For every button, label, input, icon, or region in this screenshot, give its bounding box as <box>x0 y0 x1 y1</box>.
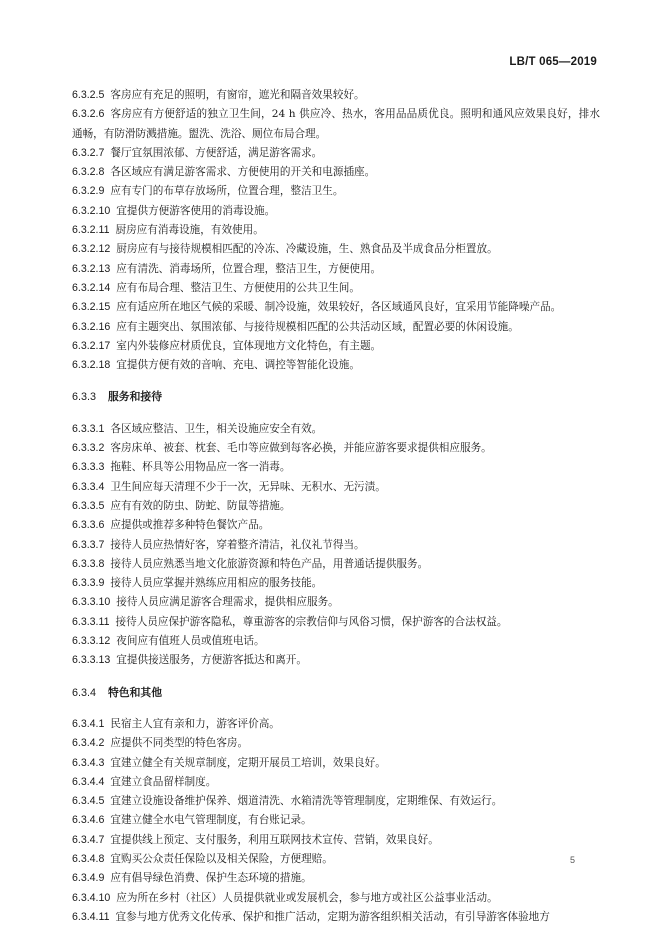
clause-number: 6.3.2.14 <box>72 281 111 294</box>
clause-text: 宜建立食品留样制度。 <box>110 775 217 788</box>
clause-text: 餐厅宜氛围浓郁、方便舒适，满足游客需求。 <box>110 146 323 159</box>
clause-number: 6.3.3.10 <box>72 596 111 609</box>
clause-number: 6.3.2.8 <box>72 166 105 179</box>
section-title: 特色和其他 <box>108 686 162 699</box>
clause-item <box>72 221 600 240</box>
clause-number: 6.3.4.8 <box>72 852 105 865</box>
clause-item <box>72 850 600 869</box>
clause-text: 宜提供接送服务，方便游客抵达和离开。 <box>116 654 307 667</box>
clause-item <box>72 279 600 298</box>
clause-text: 夜间应有值班人员或值班电话。 <box>116 635 265 648</box>
clause-number: 6.3.4.1 <box>72 717 105 730</box>
clause-item <box>72 182 600 201</box>
clause-text: 宜提供方便游客使用的消毒设施。 <box>116 204 276 217</box>
clause-item <box>72 458 600 477</box>
clause-text: 应有倡导绿色消费、保护生态环境的措施。 <box>110 872 312 885</box>
clause-number: 6.3.3.11 <box>72 615 110 628</box>
clause-text: 室内外装修应材质优良，宜体现地方文化特色，有主题。 <box>116 339 382 352</box>
clause-item <box>72 651 600 670</box>
clause-number: 6.3.4.6 <box>72 814 105 827</box>
clause-text: 应有布局合理、整洁卫生、方便使用的公共卫生间。 <box>116 281 360 294</box>
clause-number: 6.3.3.5 <box>72 499 105 512</box>
section-heading <box>72 387 600 407</box>
clause-item <box>72 105 600 144</box>
clause-number: 6.3.4.5 <box>72 795 105 808</box>
clause-text: 接待人员应掌握并熟练应用相应的服务技能。 <box>110 577 323 590</box>
clause-number: 6.3.4.4 <box>72 775 105 788</box>
clause-item <box>72 831 600 850</box>
clause-number: 6.3.2.17 <box>72 339 111 352</box>
clause-number: 6.3.3.1 <box>72 422 105 435</box>
clause-item <box>72 240 600 259</box>
page-number: 5 <box>569 855 575 865</box>
clause-number: 6.3.4.7 <box>72 833 105 846</box>
clause-item <box>72 356 600 375</box>
clause-text: 应为所在乡村（社区）人员提供就业或发展机会，参与地方或社区公益事业活动。 <box>116 891 498 904</box>
clause-number: 6.3.4.3 <box>72 756 105 769</box>
clause-number: 6.3.3.8 <box>72 557 105 570</box>
clause-number: 6.3.2.6 <box>72 108 105 121</box>
clause-text: 拖鞋、杯具等公用物品应一客一消毒。 <box>110 461 291 474</box>
section-title: 服务和接待 <box>108 391 162 404</box>
clause-item <box>72 908 600 927</box>
clause-item <box>72 613 600 632</box>
clause-text: 宜购买公众责任保险以及相关保险，方便理赔。 <box>110 852 333 865</box>
clause-item <box>72 202 600 221</box>
clause-number: 6.3.2.16 <box>72 320 111 333</box>
clause-number: 6.3.3.13 <box>72 654 111 667</box>
standard-code: LB/T 065—2019 <box>509 56 597 68</box>
clause-text: 客房应有充足的照明，有窗帘，遮光和隔音效果较好。 <box>110 89 365 101</box>
clause-text: 应提供或推荐多种特色餐饮产品。 <box>110 519 270 532</box>
clause-item <box>72 811 600 830</box>
clause-text: 接待人员应保护游客隐私，尊重游客的宗教信仰与风俗习惯，保护游客的合法权益。 <box>115 615 508 628</box>
clause-number: 6.3.2.15 <box>72 301 111 314</box>
clause-number: 6.3.2.11 <box>72 224 110 237</box>
clause-text: 接待人员应热情好客，穿着整齐清洁，礼仪礼节得当。 <box>110 538 365 551</box>
clause-text: 厨房应有与接待规模相匹配的冷冻、冷藏设施，生、熟食品及半成食品分柜置放。 <box>116 243 498 256</box>
clause-item <box>72 298 600 317</box>
clause-item <box>72 792 600 811</box>
clause-number: 6.3.4.11 <box>72 910 110 923</box>
clause-number: 6.3.4.9 <box>72 872 105 885</box>
clause-item <box>72 497 600 516</box>
clause-text: 应有适应所在地区气候的采暖、制冷设施，效果较好，各区域通风良好，宜采用节能降噪产品。 <box>116 301 562 314</box>
clause-number: 6.3.3.9 <box>72 577 105 590</box>
clause-text: 民宿主人宜有亲和力，游客评价高。 <box>110 717 280 730</box>
clause-text: 宜参与地方优秀文化传承、保护和推广活动，定期为游客组织相关活动，有引导游客体验地方 <box>115 910 550 923</box>
clause-item <box>72 478 600 497</box>
section-number: 6.3.4 <box>72 686 97 699</box>
clause-text: 宜提供线上预定、支付服务，利用互联网技术宣传、营销，效果良好。 <box>110 833 439 846</box>
clause-text: 宜建立健全有关规章制度，定期开展员工培训，效果良好。 <box>110 756 386 769</box>
clause-item <box>72 163 600 182</box>
clause-number: 6.3.4.10 <box>72 891 111 904</box>
clause-item <box>72 869 600 888</box>
clause-item <box>72 420 600 439</box>
clause-text: 客房床单、被套、枕套、毛巾等应做到每客必换，并能应游客要求提供相应服务。 <box>110 442 492 455</box>
clause-item <box>72 318 600 337</box>
clause-item <box>72 715 600 734</box>
clause-number: 6.3.3.7 <box>72 538 105 551</box>
clause-item <box>72 536 600 555</box>
clause-item <box>72 260 600 279</box>
clause-item <box>72 773 600 792</box>
clause-text: 厨房应有消毒设施，有效使用。 <box>115 224 264 237</box>
clause-item <box>72 144 600 163</box>
clause-text: 应有有效的防虫、防蛇、防鼠等措施。 <box>110 499 291 512</box>
section-number: 6.3.3 <box>72 391 97 404</box>
clause-number: 6.3.4.2 <box>72 737 105 750</box>
section-heading <box>72 683 600 703</box>
clause-text: 宜提供方便有效的音响、充电、调控等智能化设施。 <box>116 359 360 372</box>
clause-number: 6.3.2.13 <box>72 262 111 275</box>
clause-number: 6.3.2.9 <box>72 185 105 198</box>
clause-number: 6.3.3.4 <box>72 480 105 493</box>
clause-number: 6.3.2.10 <box>72 204 111 217</box>
clause-number: 6.3.2.5 <box>72 89 105 101</box>
clause-number: 6.3.3.2 <box>72 442 105 455</box>
clause-number: 6.3.2.18 <box>72 359 111 372</box>
clause-text: 应提供不同类型的特色客房。 <box>110 737 249 750</box>
clause-text: 各区域应有满足游客需求、方便使用的开关和电源插座。 <box>110 166 376 179</box>
clause-text: 客房应有方便舒适的独立卫生间，24 h 供应冷、热水，客用品品质优良。照明和通风应效果良好，排水通畅，有防滑防溅措施。盥洗、洗浴、厕位布局合理。 <box>72 108 600 140</box>
clause-text: 接待人员应熟悉当地文化旅游资源和特色产品，用普通话提供服务。 <box>110 557 429 570</box>
clause-text: 宜建立健全水电气管理制度，有台账记录。 <box>110 814 312 827</box>
clause-item <box>72 632 600 651</box>
clause-item <box>72 734 600 753</box>
clause-item <box>72 337 600 356</box>
clause-item <box>72 555 600 574</box>
clause-item <box>72 516 600 535</box>
clause-number: 6.3.3.6 <box>72 519 105 532</box>
clause-number: 6.3.2.7 <box>72 146 105 159</box>
clause-item <box>72 889 600 908</box>
clause-number: 6.3.2.12 <box>72 243 111 256</box>
clause-text: 接待人员应满足游客合理需求，提供相应服务。 <box>116 596 339 609</box>
clause-text: 卫生间应每天清理不少于一次，无异味、无积水、无污渍。 <box>110 480 386 493</box>
clause-item <box>72 574 600 593</box>
clause-text: 应有主题突出、氛围浓郁、与接待规模相匹配的公共活动区域，配置必要的休闲设施。 <box>116 320 519 333</box>
clause-text: 宜建立设施设备维护保养、烟道清洗、水箱清洗等管理制度，定期维保、有效运行。 <box>110 795 503 808</box>
clause-item <box>72 86 600 105</box>
clause-item <box>72 439 600 458</box>
clause-number: 6.3.3.3 <box>72 461 105 474</box>
clause-text: 应有专门的布草存放场所，位置合理，整洁卫生。 <box>110 185 344 198</box>
clause-item <box>72 754 600 773</box>
document-body <box>72 86 600 927</box>
clause-number: 6.3.3.12 <box>72 635 111 648</box>
clause-text: 应有清洗、消毒场所，位置合理，整洁卫生，方便使用。 <box>116 262 382 275</box>
clause-item <box>72 593 600 612</box>
clause-text: 各区域应整洁、卫生，相关设施应安全有效。 <box>110 422 323 435</box>
